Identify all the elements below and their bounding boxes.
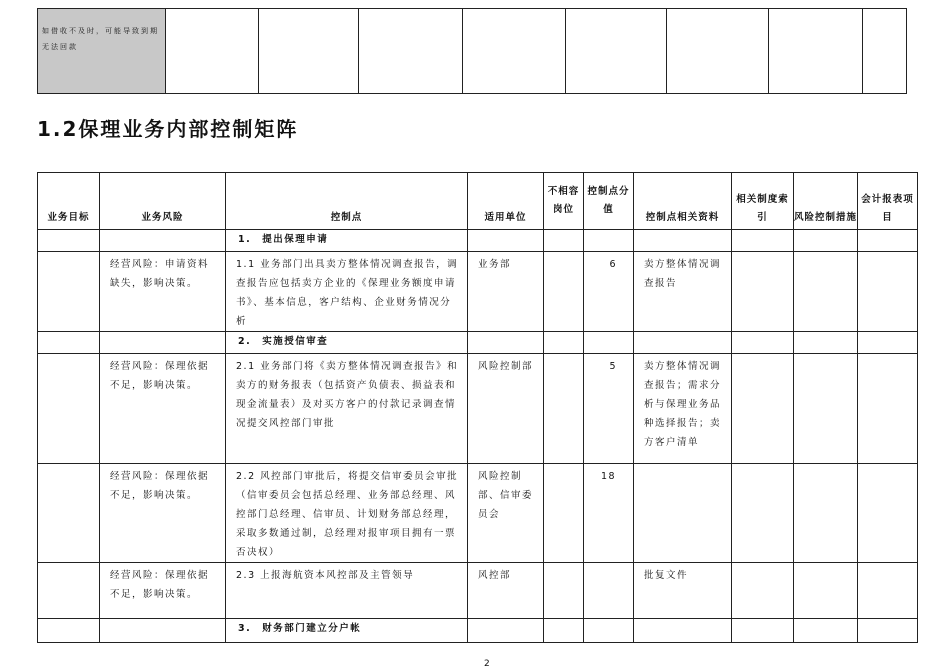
risk-cell: 经营风险：保理依据不足，影响决策。 (100, 563, 226, 619)
header-risk: 业务风险 (100, 173, 226, 230)
header-unit: 适用单位 (468, 173, 544, 230)
previous-matrix-fragment (37, 8, 907, 94)
unit-cell: 风险控制部、信审委员会 (468, 464, 544, 563)
control-cell: 2.3 上报海航资本风控部及主管领导 (226, 563, 468, 619)
control-cell: 2.2 风控部门审批后，将提交信审委员会审批（信审委员会包括总经理、业务部总经理、风控部门总经理、信审员、计划财务部总经理，采取多数通过制，总经理对报审项目拥有一票否决权） (226, 464, 468, 563)
internal-control-matrix (37, 172, 918, 643)
risk-cell: 经营风险：保理依据不足，影响决策。 (100, 354, 226, 464)
header-materials: 控制点相关资料 (634, 173, 732, 230)
header-incompatible: 不相容岗位 (544, 173, 584, 230)
header-policy: 相关制度索引 (732, 173, 794, 230)
step-label: 3. 财务部门建立分户帐 (226, 619, 468, 643)
score-cell (584, 563, 634, 619)
step-label: 1. 提出保理申请 (226, 230, 468, 252)
materials-cell: 批复文件 (634, 563, 732, 619)
score-cell: 18 (584, 464, 634, 563)
step-row (38, 619, 918, 643)
header-goal: 业务目标 (38, 173, 100, 230)
section-title: 1.2保理业务内部控制矩阵 (37, 117, 299, 141)
step-row (38, 230, 918, 252)
control-cell: 1.1 业务部门出具卖方整体情况调查报告，调查报告应包括卖方企业的《保理业务额度申请书》、基本信息，客户结构、企业财务情况分析 (226, 252, 468, 332)
fragment-cell (259, 9, 359, 94)
fragment-cell (863, 9, 907, 94)
fragment-cell (463, 9, 566, 94)
table-row (38, 563, 918, 619)
header-score: 控制点分值 (584, 173, 634, 230)
step-label: 2. 实施授信审查 (226, 332, 468, 354)
header-accounting: 会计报表项目 (858, 173, 918, 230)
fragment-cell (166, 9, 259, 94)
score-cell: 6 (584, 252, 634, 332)
unit-cell: 业务部 (468, 252, 544, 332)
unit-cell: 风险控制部 (468, 354, 544, 464)
risk-cell: 经营风险：保理依据不足，影响决策。 (100, 464, 226, 563)
unit-cell: 风控部 (468, 563, 544, 619)
fragment-cell (667, 9, 769, 94)
score-cell: 5 (584, 354, 634, 464)
materials-cell: 卖方整体情况调查报告；需求分析与保理业务品种选择报告；卖方客户清单 (634, 354, 732, 464)
fragment-risk-cell (38, 9, 166, 94)
fragment-cell (769, 9, 863, 94)
fragment-cell (566, 9, 667, 94)
step-row (38, 332, 918, 354)
header-row (38, 173, 918, 230)
materials-cell: 卖方整体情况调查报告 (634, 252, 732, 332)
header-control: 控制点 (226, 173, 468, 230)
table-row (38, 464, 918, 563)
materials-cell (634, 464, 732, 563)
fragment-risk-text: 如借收不及时，可能导致到期无法回款 (42, 27, 159, 51)
control-cell: 2.1 业务部门将《卖方整体情况调查报告》和卖方的财务报表（包括资产负债表、损益表和现金流量表）及对买方客户的付款记录调查情况提交风控部门审批 (226, 354, 468, 464)
page-number: 2 (484, 659, 490, 669)
fragment-cell (359, 9, 463, 94)
risk-cell: 经营风险：申请资料缺失，影响决策。 (100, 252, 226, 332)
header-measures: 风险控制措施 (794, 173, 858, 230)
table-row (38, 354, 918, 464)
table-row (38, 252, 918, 332)
